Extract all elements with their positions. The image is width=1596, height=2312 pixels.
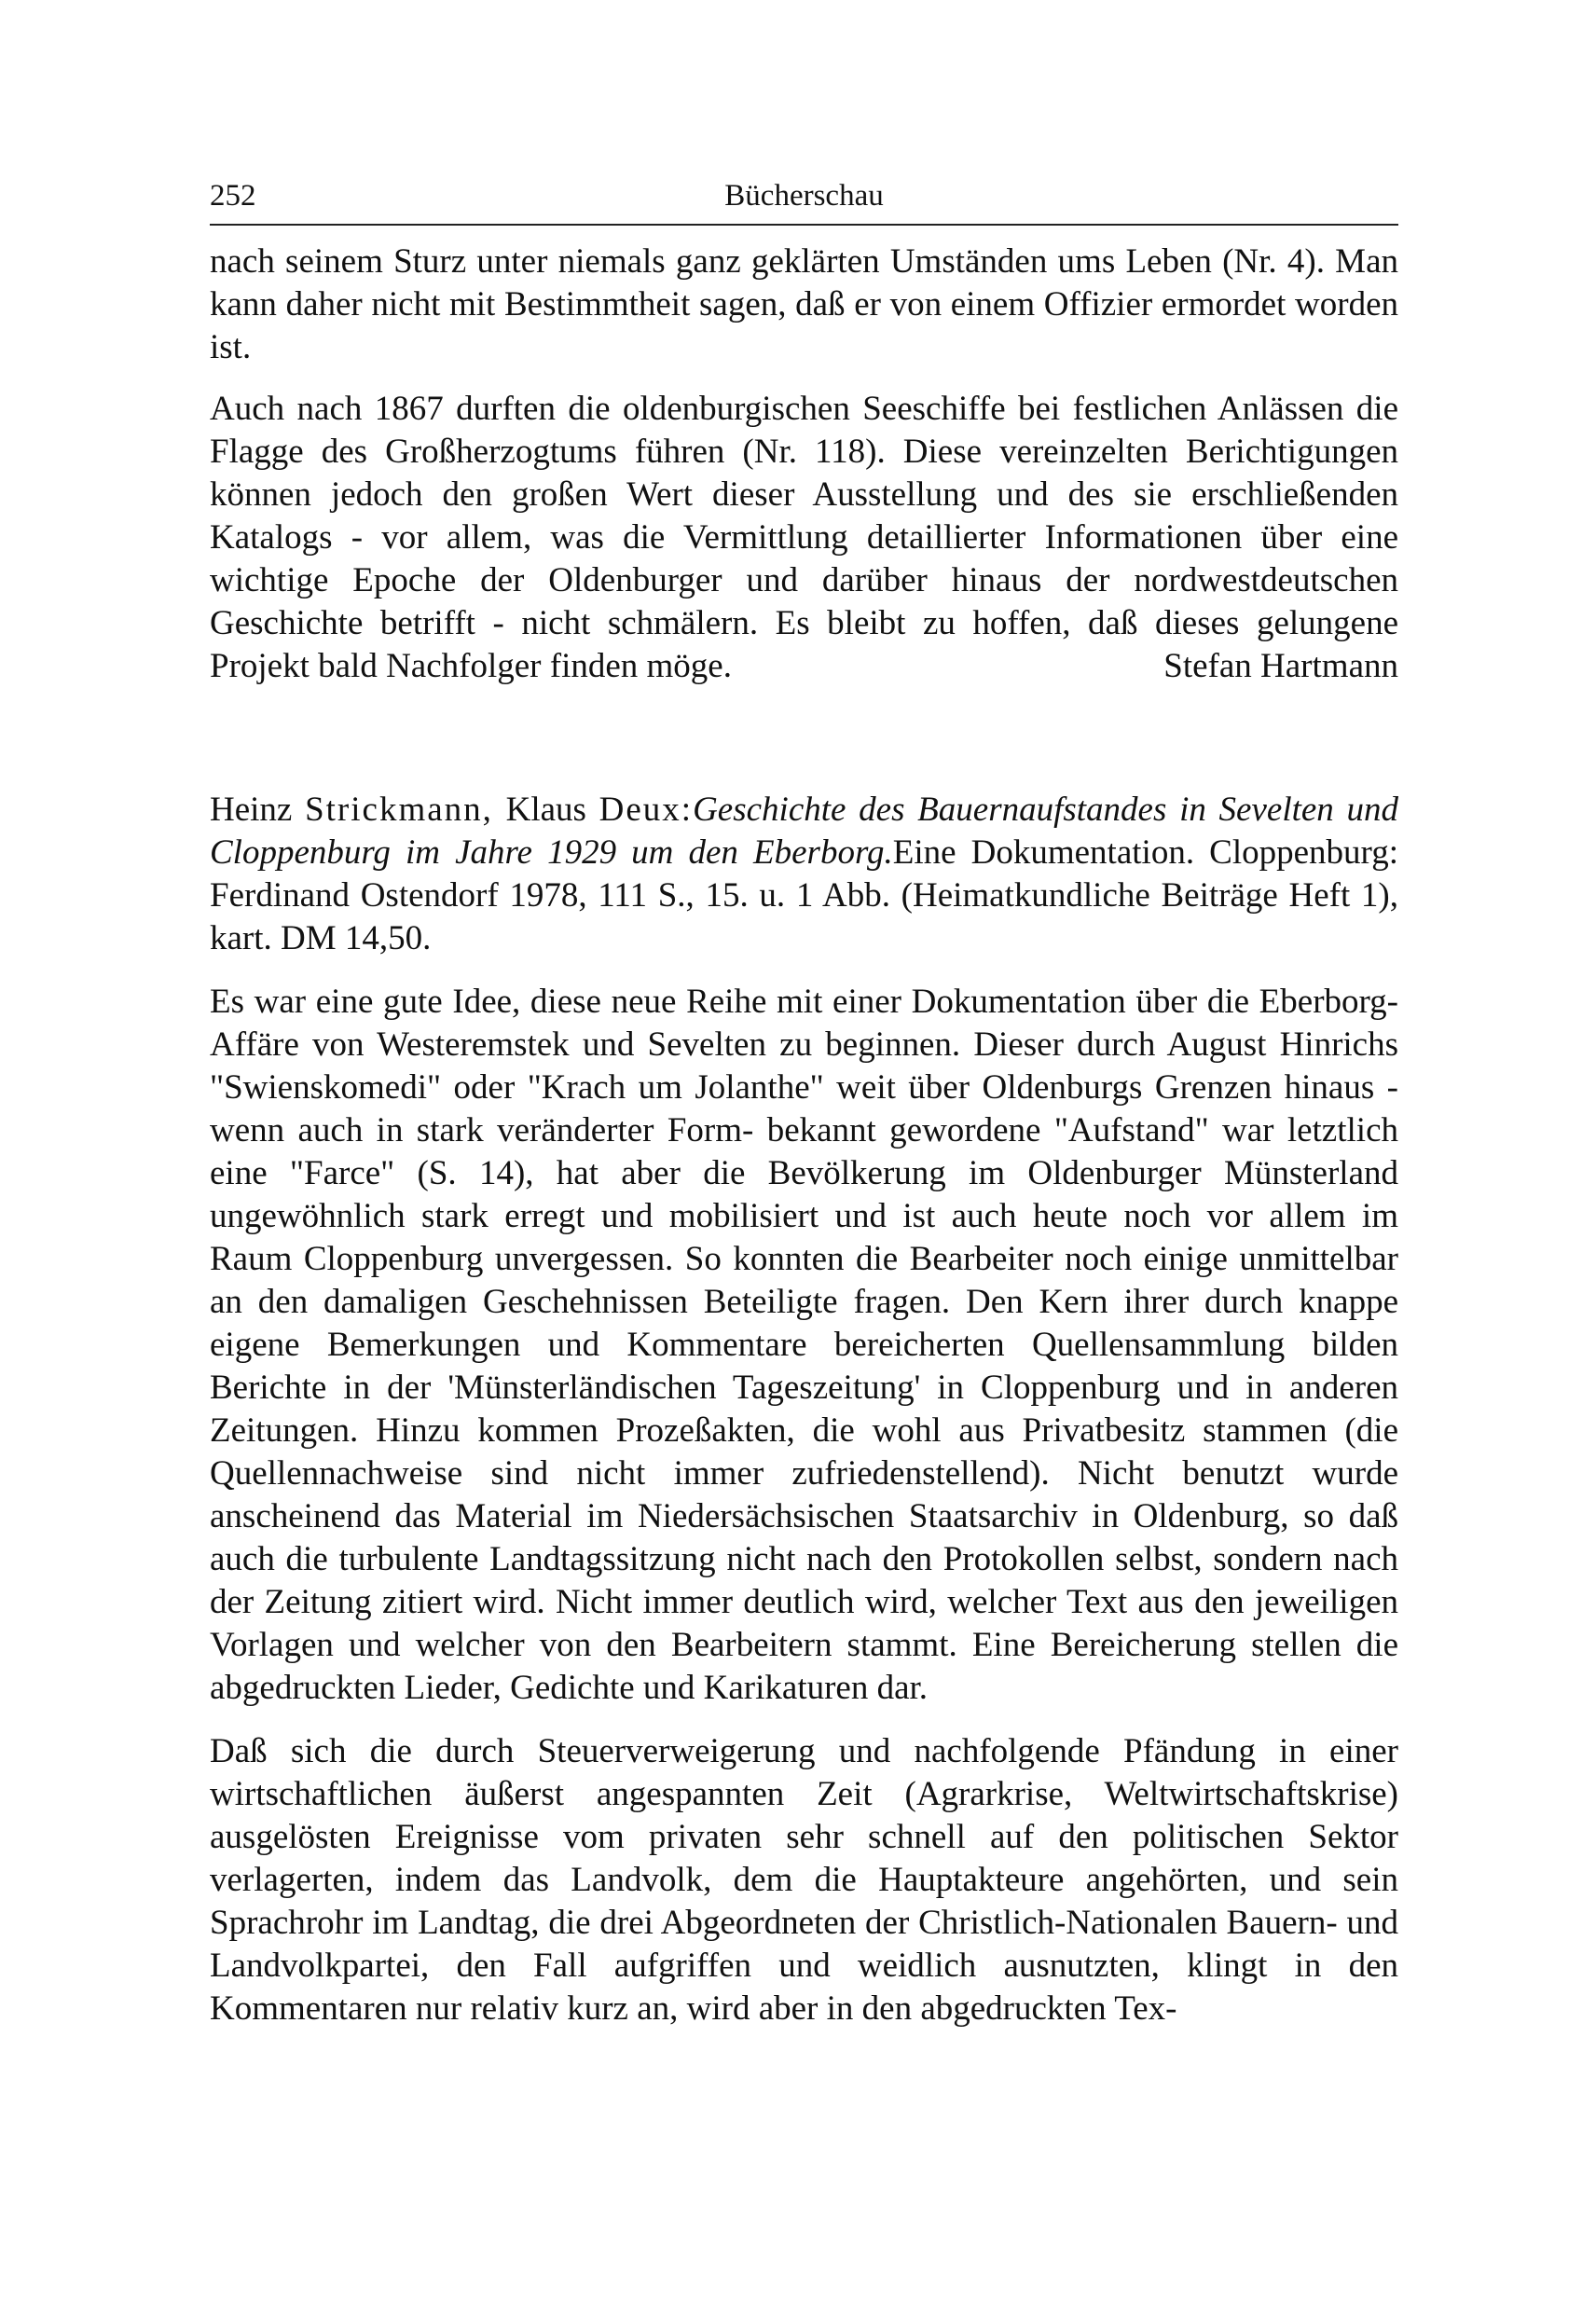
page-number: 252 (210, 179, 256, 213)
review1-paragraph-2 (210, 388, 1398, 688)
author2-first-name: Klaus (505, 791, 586, 829)
page-body (210, 241, 1398, 2030)
author1-first-name: Heinz (210, 791, 293, 829)
review1-signature: Stefan Hartmann (1163, 647, 1398, 685)
page-header (210, 168, 1398, 224)
review2-paragraph-1: Es war eine gute Idee, diese neue Reihe mit einer Dokumentation über die Eberborg-Affäre von Westeremstek und Sevelten zu beginnen. Dieser durch August Hinrichs "Swienskomedi" oder "Krach um Jolanthe" weit über Oldenburgs Grenzen hinaus - wenn auch in stark veränderter Form- bekannt gewordene "Aufstand" war letztlich eine "Farce" (S. 14), hat aber die Bevölkerung im Oldenburger Münsterland ungewöhnlich stark erregt und mobilisiert und ist auch heute noch vor allem im Raum Cloppenburg unvergessen. So konnten die Bearbeiter noch einige unmittelbar an den damaligen Geschehnissen Beteiligte fragen. Den Kern ihrer durch knappe eigene Bemerkungen und Kommentare bereicherten Quellensammlung bilden Berichte in der 'Münsterländischen Tageszeitung' in Cloppenburg und in anderen Zeitungen. Hinzu kommen Prozeßakten, die wohl aus Privatbesitz stammen (die Quellennachweise sind nicht immer zufriedenstellend). Nicht benutzt wurde anscheinend das Material im Niedersächsischen Staatsarchiv in Oldenburg, so daß auch die turbulente Landtagssitzung nicht nach den Protokollen selbst, sondern nach der Zeitung zitiert wird. Nicht immer deutlich wird, welcher Text aus den jeweiligen Vorlagen und welcher von den Bearbeitern stammt. Eine Bereicherung stellen die abgedruckten Lieder, Gedichte und Karikaturen dar. (210, 983, 1398, 1707)
review1-paragraph-2-text: Auch nach 1867 durften die oldenburgischen Seeschiffe bei festlichen Anlässen die Flagge des Großherzogtums führen (Nr. 118). Diese vereinzelten Berichtigungen können jedoch den großen Wert dieser Ausstellung und des sie erschließenden Katalogs - vor allem, was die Vermittlung detaillierter Informationen über eine wichtige Epoche der Oldenburger und darüber hinaus der nordwestdeutschen Geschichte betrifft - nicht schmälern. Es bleibt zu hoffen, daß dieses gelungene Projekt bald Nachfolger finden möge. (210, 390, 1398, 685)
header-rule (210, 224, 1398, 226)
review2-bibliographic-entry (210, 789, 1398, 960)
document-page (210, 168, 1399, 2028)
review2-paragraph-2: Daß sich die durch Steuerverweigerung und nachfolgende Pfändung in einer wirtschaftlichen äußerst angespannten Zeit (Agrarkrise, Weltwirtschaftskrise) ausgelösten Ereignisse vom privaten sehr schnell auf den politischen Sektor verlagerten, indem das Landvolk, dem die Hauptakteure angehörten, und sein Sprachrohr im Landtag, die drei Abgeordneten der Christlich-Nationalen Bauern- und Landvolkpartei, den Fall aufgriffen und weidlich ausnutzten, klingt in den Kommentaren nur relativ kurz an, wird aber in den abgedruckten Tex- (210, 1732, 1398, 2028)
running-title: Bücherschau (724, 179, 884, 213)
author1-last-name: Strickmann, (305, 791, 493, 829)
book-title: Geschichte des Bauernaufstandes in Sevelten und Cloppenburg im Jahre 1929 um den Eberborg. (210, 791, 1399, 872)
review1-paragraph-1: nach seinem Sturz unter niemals ganz geklärten Umständen ums Leben (Nr. 4). Man kann daher nicht mit Bestimmtheit sagen, daß er von einem Offizier ermordet worden ist. (210, 242, 1398, 366)
author2-last-name: Deux: (598, 791, 694, 829)
book-details: Eine Dokumentation. Cloppenburg: Ferdinand Ostendorf 1978, 111 S., 15. u. 1 Abb. (Heimatkundliche Beiträge Heft 1), kart. DM 14,50. (210, 833, 1398, 957)
